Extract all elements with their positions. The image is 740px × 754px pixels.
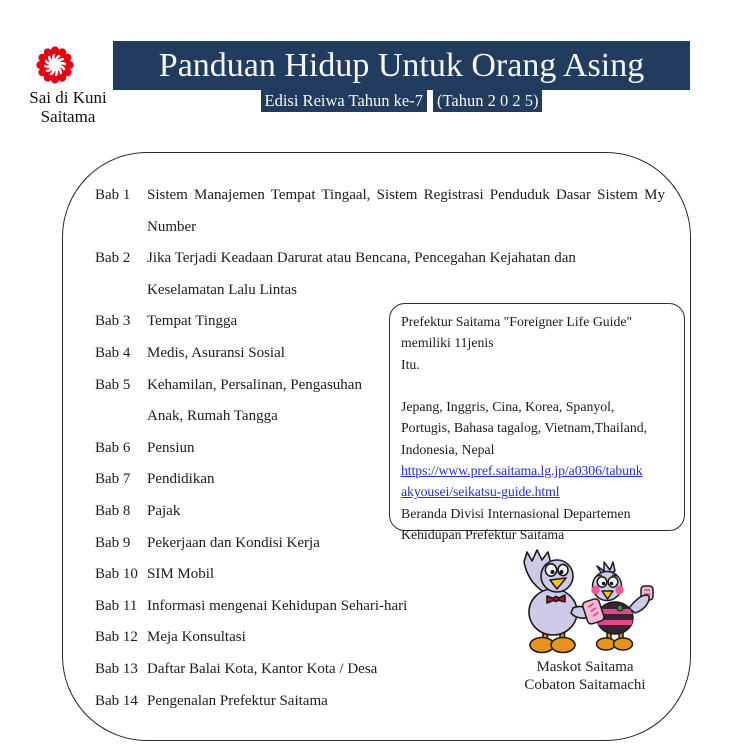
info-line: Itu. (401, 356, 420, 372)
chapter-title: Kehamilan, Persalinan, Pengasuhan (147, 376, 362, 393)
prefecture-logo-block (12, 42, 124, 126)
chapter-title: Tempat Tingga (147, 313, 238, 330)
chapter-label: Bab 8 (95, 502, 131, 519)
chapter-label: Bab 14 (95, 692, 138, 709)
mascot-illustration (503, 546, 659, 656)
chapter-label: Bab 4 (95, 344, 131, 361)
chapter-title: Daftar Balai Kota, Kantor Kota / Desa (147, 660, 378, 677)
chapter-label: Bab 12 (95, 629, 138, 646)
subtitle-year: (Tahun 2 0 2 5) (433, 90, 543, 112)
language-info-box (389, 303, 685, 542)
chapter-label: Bab 1 (95, 187, 131, 203)
chapter-title: SIM Mobil (147, 566, 215, 583)
guide-url-line1: https://www.pref.saitama.lg.jp/a0306/tabunk (401, 463, 643, 479)
info-line: Portugis, Bahasa tagalog, Vietnam,Thailand, (401, 420, 648, 436)
chapter-row (95, 180, 665, 212)
info-line: Jepang, Inggris, Cina, Korea, Spanyol, (401, 399, 615, 415)
guide-url-link[interactable] (401, 463, 643, 499)
chapter-title: Medis, Asuransi Sosial (147, 344, 285, 361)
info-line: Indonesia, Nepal (401, 441, 495, 457)
logo-caption-line2: Saitama (40, 107, 96, 126)
chapter-title: Meja Konsultasi (147, 629, 246, 646)
chapter-label: Bab 6 (95, 439, 131, 456)
chapter-title: Sistem Manajemen Tempat Tingaal, Sistem Registrasi Penduduk Dasar Sistem My (147, 187, 665, 203)
chapter-label: Bab 13 (95, 660, 138, 677)
info-line: Kehidupan Prefektur Saitama (401, 526, 565, 542)
chapter-title: Anak, Rumah Tangga (147, 408, 278, 425)
chapter-title: Pengenalan Prefektur Saitama (147, 692, 328, 709)
chapter-row-continuation (95, 275, 665, 307)
chapter-title: Informasi mengenai Kehidupan Sehari-hari (147, 597, 408, 614)
subtitle-edition: Edisi Reiwa Tahun ke-7 (261, 90, 427, 112)
saitamatchi-figure (582, 562, 653, 650)
mascot-caption (490, 659, 680, 694)
chapter-label-spacer (95, 401, 147, 433)
mascot-caption-line1: Maskot Saitama (536, 659, 634, 675)
chapter-title: Keselamatan Lalu Lintas (147, 281, 297, 298)
chapter-title: Pendidikan (147, 471, 215, 488)
chapter-label: Bab 7 (95, 471, 131, 488)
info-line: Beranda Divisi Internasional Departemen (401, 505, 631, 521)
info-line: Prefektur Saitama "Foreigner Life Guide" (401, 314, 633, 329)
chapter-label: Bab 3 (95, 313, 131, 330)
chapter-label-spacer (95, 275, 147, 307)
chapter-label: Bab 5 (95, 376, 131, 393)
kobaton-figure (524, 550, 591, 653)
chapter-title: Number (147, 218, 197, 235)
chapter-label: Bab 2 (95, 250, 131, 267)
chapter-label: Bab 11 (95, 597, 138, 614)
chapter-label-spacer (95, 212, 147, 244)
saitama-emblem-icon (32, 42, 78, 88)
chapter-label: Bab 10 (95, 566, 138, 583)
subtitle-row (113, 90, 690, 112)
page-title: Panduan Hidup Untuk Orang Asing (113, 41, 690, 90)
guide-url-line2: akyousei/seikatsu-guide.html (401, 484, 560, 500)
chapter-title: Pekerjaan dan Kondisi Kerja (147, 534, 320, 551)
chapter-row (95, 243, 665, 275)
chapter-row-continuation (95, 212, 665, 244)
info-line: memiliki 11jenis (401, 335, 494, 351)
mascot-caption-line2: Cobaton Saitamachi (524, 676, 646, 693)
chapter-title: Pajak (147, 502, 181, 519)
chapter-title: Pensiun (147, 439, 195, 456)
chapter-title: Jika Terjadi Keadaan Darurat atau Bencana, Pencegahan Kejahatan dan (147, 250, 576, 267)
info-blank-line (401, 375, 673, 396)
logo-caption-line1: Sai di Kuni (29, 88, 107, 107)
chapter-label: Bab 9 (95, 534, 131, 551)
